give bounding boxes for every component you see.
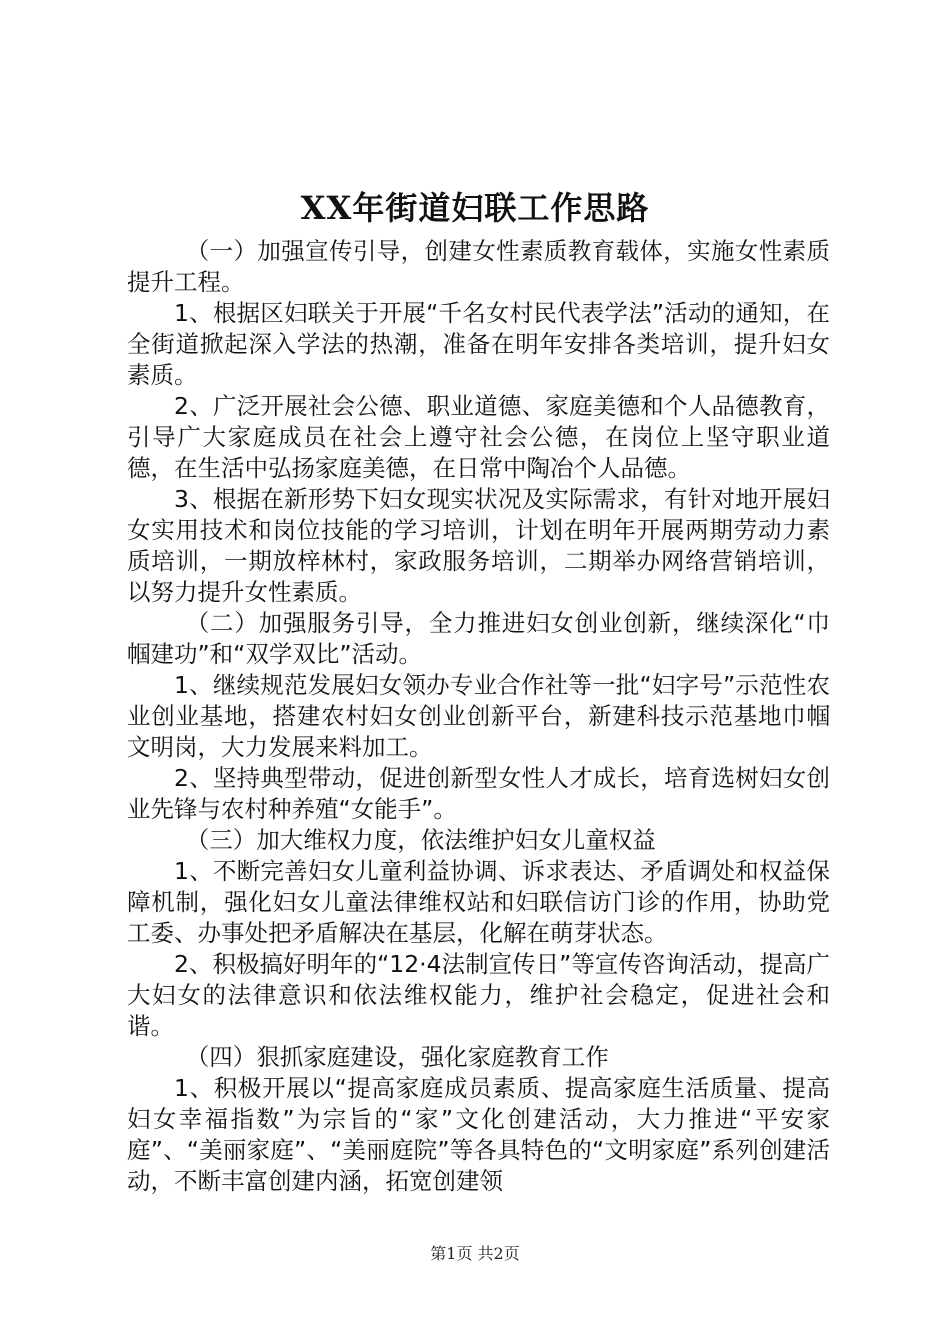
paragraph-1-3: 3、根据在新形势下妇女现实状况及实际需求，有针对地开展妇女实用技术和岗位技能的学习培训，计划在明年开展两期劳动力素质培训，一期放梓林村，家政服务培训，二期举办网络营销培训，以努力提升女性素质。 bbox=[127, 485, 830, 606]
section-heading-2: （二）加强服务引导，全力推进妇女创业创新，继续深化“巾帼建功”和“双学双比”活动。 bbox=[127, 609, 830, 668]
section-heading-4: （四）狠抓家庭建设，强化家庭教育工作 bbox=[185, 1043, 609, 1071]
paragraph-1-1: 1、根据区妇联关于开展“千名女村民代表学法”活动的通知，在全街道掀起深入学法的热潮，准备在明年安排各类培训，提升妇女素质。 bbox=[127, 299, 830, 389]
document-body bbox=[127, 236, 830, 1197]
paragraph-1-2: 2、广泛开展社会公德、职业道德、家庭美德和个人品德教育，引导广大家庭成员在社会上遵守社会公德，在岗位上坚守职业道德，在生活中弘扬家庭美德，在日常中陶冶个人品德。 bbox=[127, 392, 830, 482]
paragraph-3-1: 1、不断完善妇女儿童利益协调、诉求表达、矛盾调处和权益保障机制，强化妇女儿童法律维权站和妇联信访门诊的作用，协助党工委、办事处把矛盾解决在基层，化解在萌芽状态。 bbox=[127, 857, 830, 947]
paragraph-2-1: 1、继续规范发展妇女领办专业合作社等一批“妇字号”示范性农业创业基地，搭建农村妇女创业创新平台，新建科技示范基地巾帼文明岗，大力发展来料加工。 bbox=[127, 671, 830, 761]
page-footer: 第1页 共2页 bbox=[430, 1244, 520, 1263]
section-heading-3: （三）加大维权力度，依法维护妇女儿童权益 bbox=[185, 826, 656, 854]
section-heading-1: （一）加强宣传引导，创建女性素质教育载体，实施女性素质提升工程。 bbox=[127, 237, 830, 296]
paragraph-3-2: 2、积极搞好明年的“12·4法制宣传日”等宣传咨询活动，提高广大妇女的法律意识和依法维权能力，维护社会稳定，促进社会和谐。 bbox=[127, 950, 830, 1040]
paragraph-2-2: 2、坚持典型带动，促进创新型女性人才成长，培育选树妇女创业先锋与农村种养殖“女能手”。 bbox=[127, 764, 830, 823]
document-title: XX年街道妇联工作思路 bbox=[300, 189, 650, 227]
paragraph-4-1: 1、积极开展以“提高家庭成员素质、提高家庭生活质量、提高妇女幸福指数”为宗旨的“家”文化创建活动，大力推进“平安家庭”、“美丽家庭”、“美丽庭院”等各具特色的“文明家庭”系列创建活动，不断丰富创建内涵，拓宽创建领 bbox=[127, 1074, 830, 1195]
